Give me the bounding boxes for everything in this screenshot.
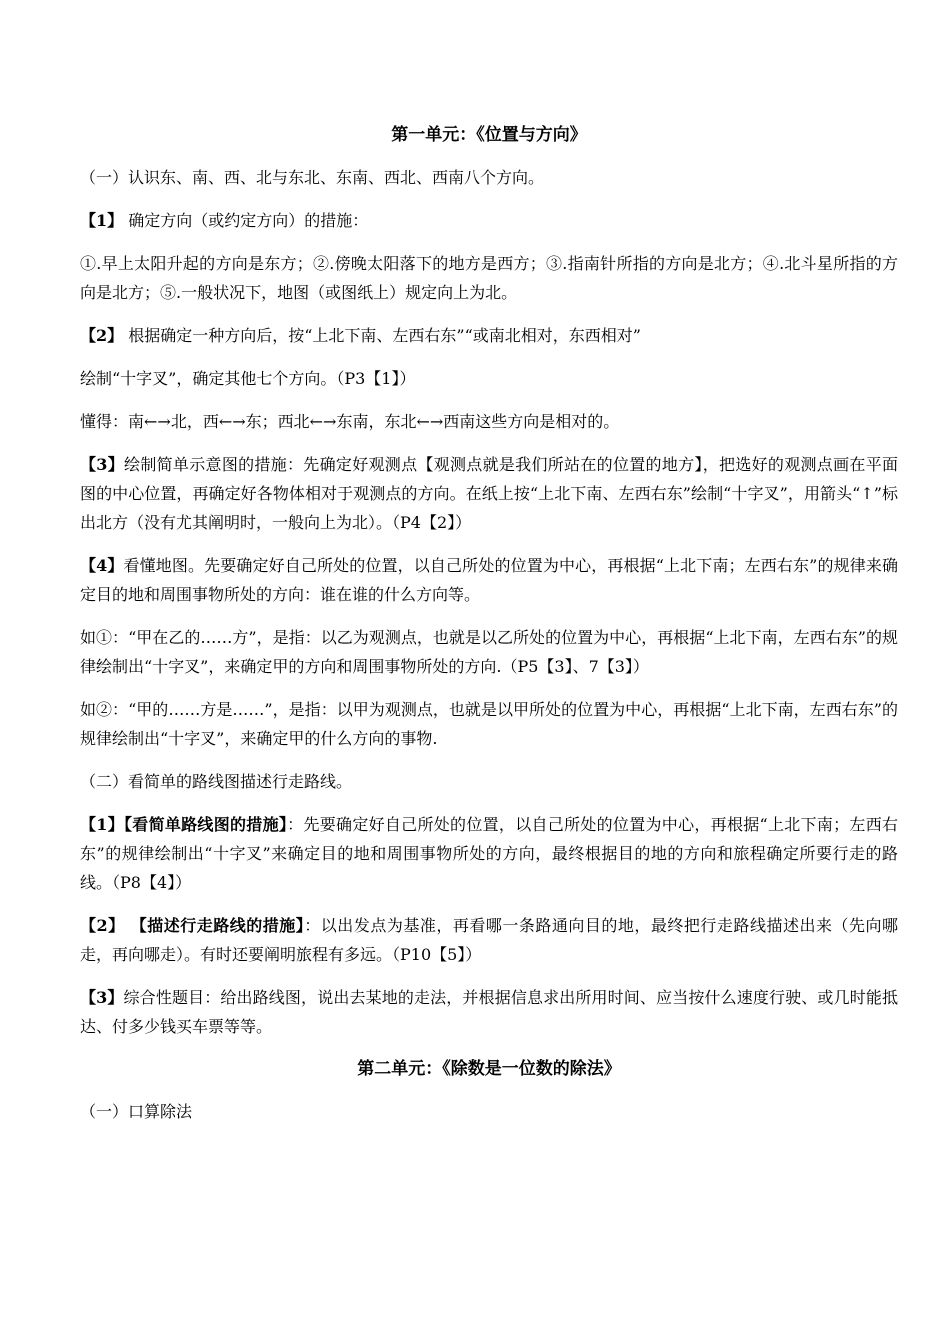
- unit1-point2: [80, 321, 898, 350]
- point-text: ：以出发点为基准，再看哪一条路通向目的地，最终把行走路线描述出来（先向哪走，再向哪走）。有时还要阐明旅程有多远。（P10【5】）: [80, 916, 898, 964]
- unit1-point1-methods: ①.早上太阳升起的方向是东方；②.傍晚太阳落下的地方是西方；③.指南针所指的方向是北方；④.北斗星所指的方向是北方；⑤.一般状况下，地图（或图纸上）规定向上为北。: [80, 254, 898, 302]
- point-label: 【1】: [80, 211, 124, 230]
- unit1-point1: [80, 206, 898, 235]
- point-label: 【2】: [80, 326, 124, 345]
- document-page: [80, 121, 898, 1140]
- unit1-route-point2: [80, 911, 898, 969]
- point-label: 【2】 【描述行走路线的措施】: [80, 916, 305, 935]
- unit1-point4: [80, 551, 898, 609]
- unit1-point2-understanding: 懂得：南←→北，西←→东；西北←→东南，东北←→西南这些方向是相对的。: [80, 412, 620, 431]
- unit1-route-point3: [80, 983, 898, 1041]
- unit2-section1-heading: （一）口算除法: [80, 1102, 193, 1121]
- unit1-title: 第一单元：《位置与方向》: [391, 125, 587, 145]
- point-text: 综合性题目：给出路线图，说出去某地的走法，并根据信息求出所用时间、应当按什么速度行驶、或几时能抵达、付多少钱买车票等等。: [80, 988, 898, 1036]
- unit1-example2: 如②：“甲的……方是……”，是指：以甲为观测点，也就是以甲所处的位置为中心，再根据“上北下南，左西右东”的规律绘制出“十字叉”，来确定甲的什么方向的事物.: [80, 700, 898, 748]
- unit1-section2-heading: （二）看简单的路线图描述行走路线。: [80, 772, 353, 791]
- point-label: 【1】【看简单路线图的措施】: [80, 815, 288, 834]
- point-text: 根据确定一种方向后，按“上北下南、左西右东”“或南北相对，东西相对”: [123, 326, 641, 345]
- point-text: 绘制简单示意图的措施：先确定好观测点【观测点就是我们所站在的位置的地方】，把选好的观测点画在平面图的中心位置，再确定好各物体相对于观测点的方向。在纸上按“上北下南、左西右东”绘制“十字叉”，用箭头“↑”标出北方（没有尤其阐明时，一般向上为北）。（P4【2】）: [80, 455, 898, 532]
- unit2-title: 第二单元：《除数是一位数的除法》: [357, 1059, 621, 1079]
- unit1-route-point1: [80, 810, 898, 897]
- unit1-example1: 如①：“甲在乙的……方”，是指：以乙为观测点，也就是以乙所处的位置为中心，再根据“上北下南，左西右东”的规律绘制出“十字叉”，来确定甲的方向和周围事物所处的方向.（P5【3】、7【3】）: [80, 628, 898, 676]
- point-label: 【3】: [80, 455, 125, 474]
- point-label: 【4】: [80, 556, 124, 575]
- point-text: 确定方向（或约定方向）的措施：: [123, 211, 369, 230]
- unit1-point3: [80, 450, 898, 537]
- point-text: ：先要确定好自己所处的位置，以自己所处的位置为中心，再根据“上北下南；左西右东”的规律绘制出“十字叉”来确定目的地和周围事物所处的方向，最终根据目的地的方向和旅程确定所要行走的路线。（P8【4】）: [80, 815, 898, 892]
- unit1-point2-continued: 绘制“十字叉”，确定其他七个方向。（P3【1】）: [80, 369, 416, 388]
- point-text: 看懂地图。先要确定好自己所处的位置，以自己所处的位置为中心，再根据“上北下南；左西右东”的规律来确定目的地和周围事物所处的方向：谁在谁的什么方向等。: [80, 556, 898, 604]
- point-label: 【3】: [80, 988, 124, 1007]
- unit1-section1-heading: （一）认识东、南、西、北与东北、东南、西北、西南八个方向。: [80, 168, 545, 187]
